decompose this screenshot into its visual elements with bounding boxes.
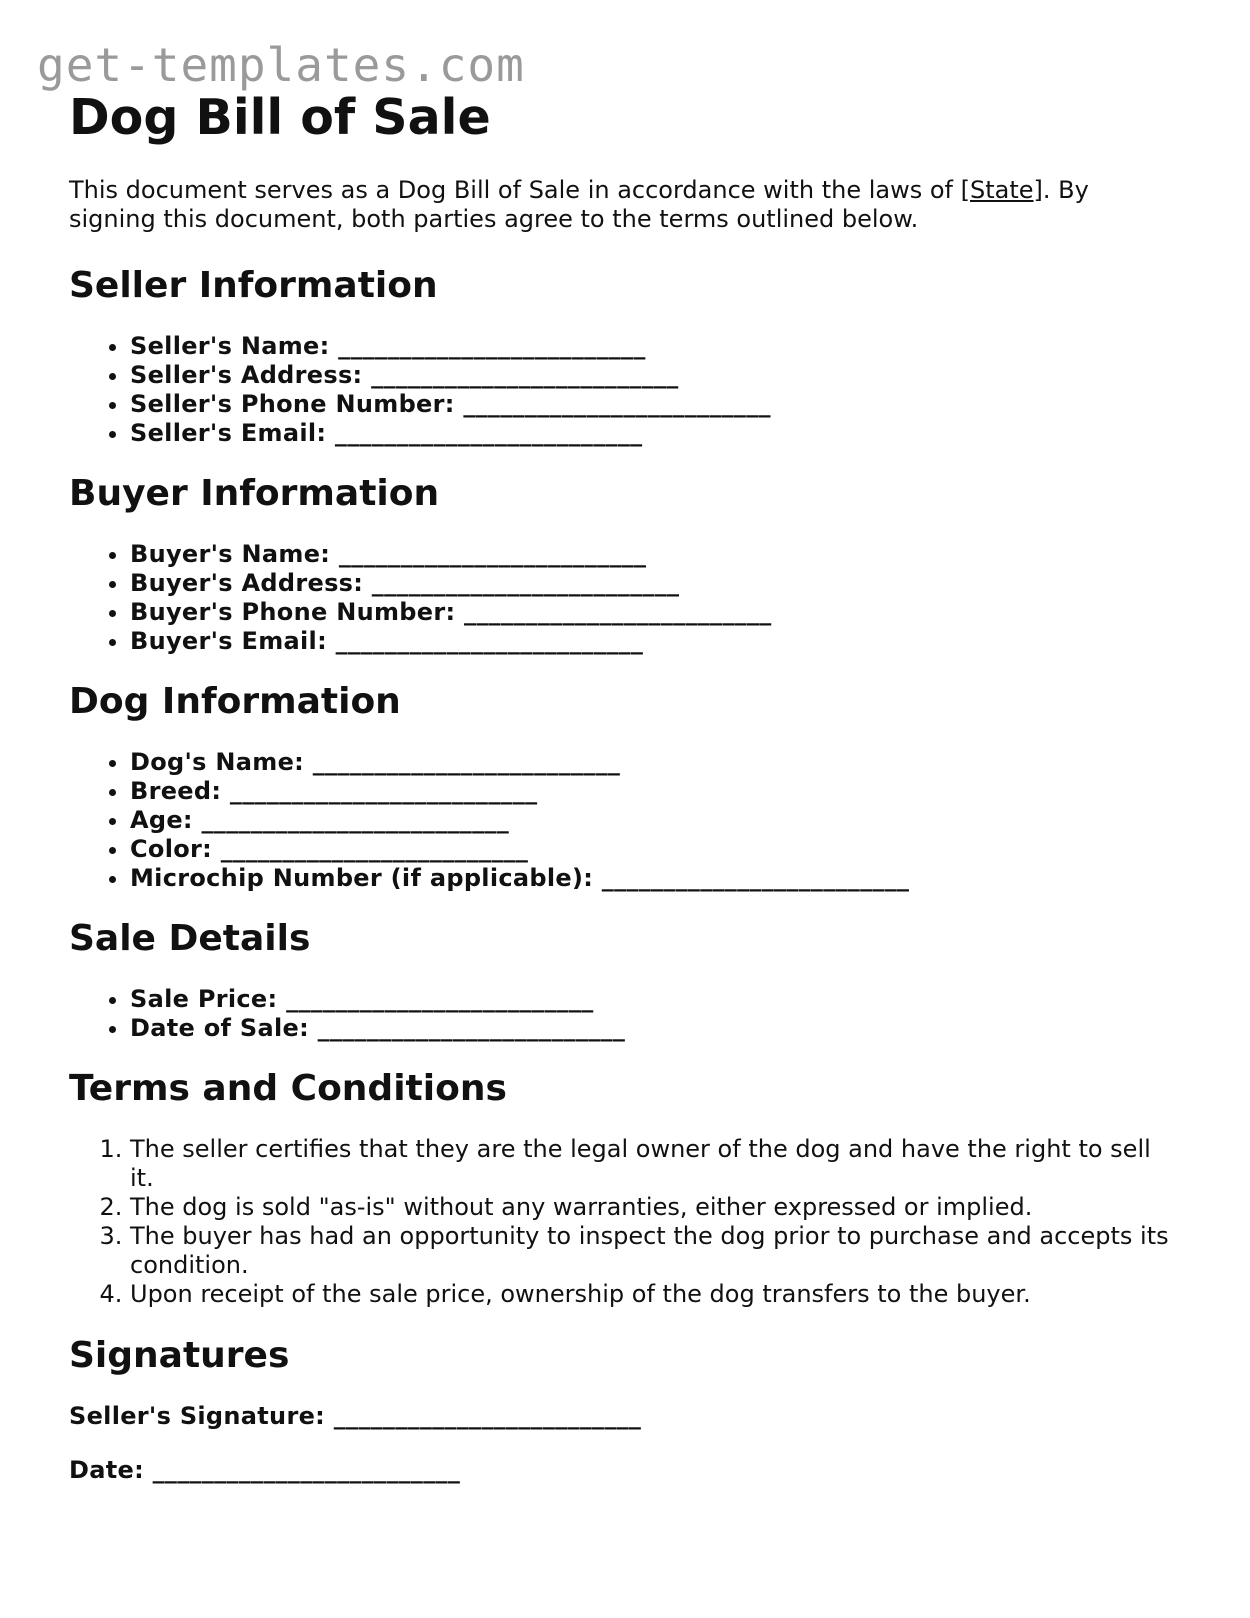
field-label: Seller's Name: <box>130 332 330 360</box>
fill-blank[interactable]: _________________________ <box>220 835 529 863</box>
date-label: Date: <box>69 1456 144 1484</box>
microchip-number-field <box>130 864 1179 893</box>
intro-text-after: . By signing this document, both parties agree to the terms outlined below. <box>69 176 1089 233</box>
fill-blank[interactable]: _________________________ <box>464 598 772 626</box>
intro-paragraph <box>69 176 1179 234</box>
buyer-email-field <box>130 627 1179 656</box>
sale-fields-list <box>69 985 1179 1043</box>
fill-blank[interactable]: _________________________ <box>334 419 643 447</box>
buyer-fields-list <box>69 540 1179 656</box>
field-label: Age: <box>130 806 193 834</box>
sale-price-field <box>130 985 1179 1014</box>
document-page <box>69 82 1179 1485</box>
field-label: Color: <box>130 835 213 863</box>
field-label: Seller's Address: <box>130 361 363 389</box>
field-label: Breed: <box>130 777 222 805</box>
fill-blank[interactable]: _________________________ <box>371 569 680 597</box>
field-label: Buyer's Name: <box>130 540 331 568</box>
field-label: Sale Price: <box>130 985 278 1013</box>
field-label: Microchip Number (if applicable): <box>130 864 594 892</box>
buyer-phone-field <box>130 598 1179 627</box>
age-field <box>130 806 1179 835</box>
fill-blank[interactable]: _________________________ <box>338 332 646 360</box>
seller-fields-list <box>69 332 1179 448</box>
terms-list <box>69 1135 1179 1309</box>
breed-field <box>130 777 1179 806</box>
seller-address-field <box>130 361 1179 390</box>
term-item: 2. The dog is sold "as-is" without any warranties, either expressed or implied. <box>130 1193 1179 1222</box>
field-label: Buyer's Address: <box>130 569 364 597</box>
fill-blank[interactable]: _________________________ <box>338 540 647 568</box>
fill-blank[interactable]: _________________________ <box>201 806 509 834</box>
seller-phone-field <box>130 390 1179 419</box>
dog-name-field <box>130 748 1179 777</box>
term-item: 1. The seller certifies that they are the legal owner of the dog and have the right to sell it. <box>130 1135 1179 1193</box>
document-title: Dog Bill of Sale <box>69 89 491 146</box>
seller-email-field <box>130 419 1179 448</box>
date-of-sale-field <box>130 1014 1179 1043</box>
fill-blank[interactable]: _________________________ <box>312 748 621 776</box>
dog-information-heading: Dog Information <box>69 681 401 722</box>
sale-details-heading: Sale Details <box>69 918 311 959</box>
date-blank[interactable]: _________________________ <box>152 1456 461 1484</box>
state-placeholder: [State] <box>960 176 1043 204</box>
signature-blank[interactable]: _________________________ <box>333 1402 642 1430</box>
fill-blank[interactable]: _________________________ <box>286 985 594 1013</box>
signature-date-line <box>69 1456 1179 1485</box>
field-label: Dog's Name: <box>130 748 305 776</box>
fill-blank[interactable]: _________________________ <box>229 777 538 805</box>
buyer-information-heading: Buyer Information <box>69 473 440 514</box>
terms-and-conditions-heading: Terms and Conditions <box>69 1068 507 1109</box>
field-label: Date of Sale: <box>130 1014 309 1042</box>
buyer-name-field <box>130 540 1179 569</box>
watermark: get-templates.com <box>37 38 525 92</box>
fill-blank[interactable]: _________________________ <box>463 390 771 418</box>
seller-signature-line <box>69 1402 1179 1431</box>
intro-text-before: This document serves as a Dog Bill of Sale in accordance with the laws of <box>69 176 961 204</box>
fill-blank[interactable]: _________________________ <box>335 627 644 655</box>
seller-information-heading: Seller Information <box>69 265 438 306</box>
fill-blank[interactable]: _________________________ <box>317 1014 626 1042</box>
field-label: Seller's Email: <box>130 419 327 447</box>
dog-fields-list <box>69 748 1179 893</box>
signatures-heading: Signatures <box>69 1335 290 1376</box>
seller-signature-label: Seller's Signature: <box>69 1402 326 1430</box>
fill-blank[interactable]: _________________________ <box>601 864 910 892</box>
term-item: 4. Upon receipt of the sale price, ownership of the dog transfers to the buyer. <box>130 1280 1179 1309</box>
color-field <box>130 835 1179 864</box>
field-label: Buyer's Phone Number: <box>130 598 456 626</box>
term-item: 3. The buyer has had an opportunity to inspect the dog prior to purchase and accepts its condition. <box>130 1222 1179 1280</box>
field-label: Seller's Phone Number: <box>130 390 455 418</box>
buyer-address-field <box>130 569 1179 598</box>
fill-blank[interactable]: _________________________ <box>371 361 679 389</box>
field-label: Buyer's Email: <box>130 627 327 655</box>
seller-name-field <box>130 332 1179 361</box>
